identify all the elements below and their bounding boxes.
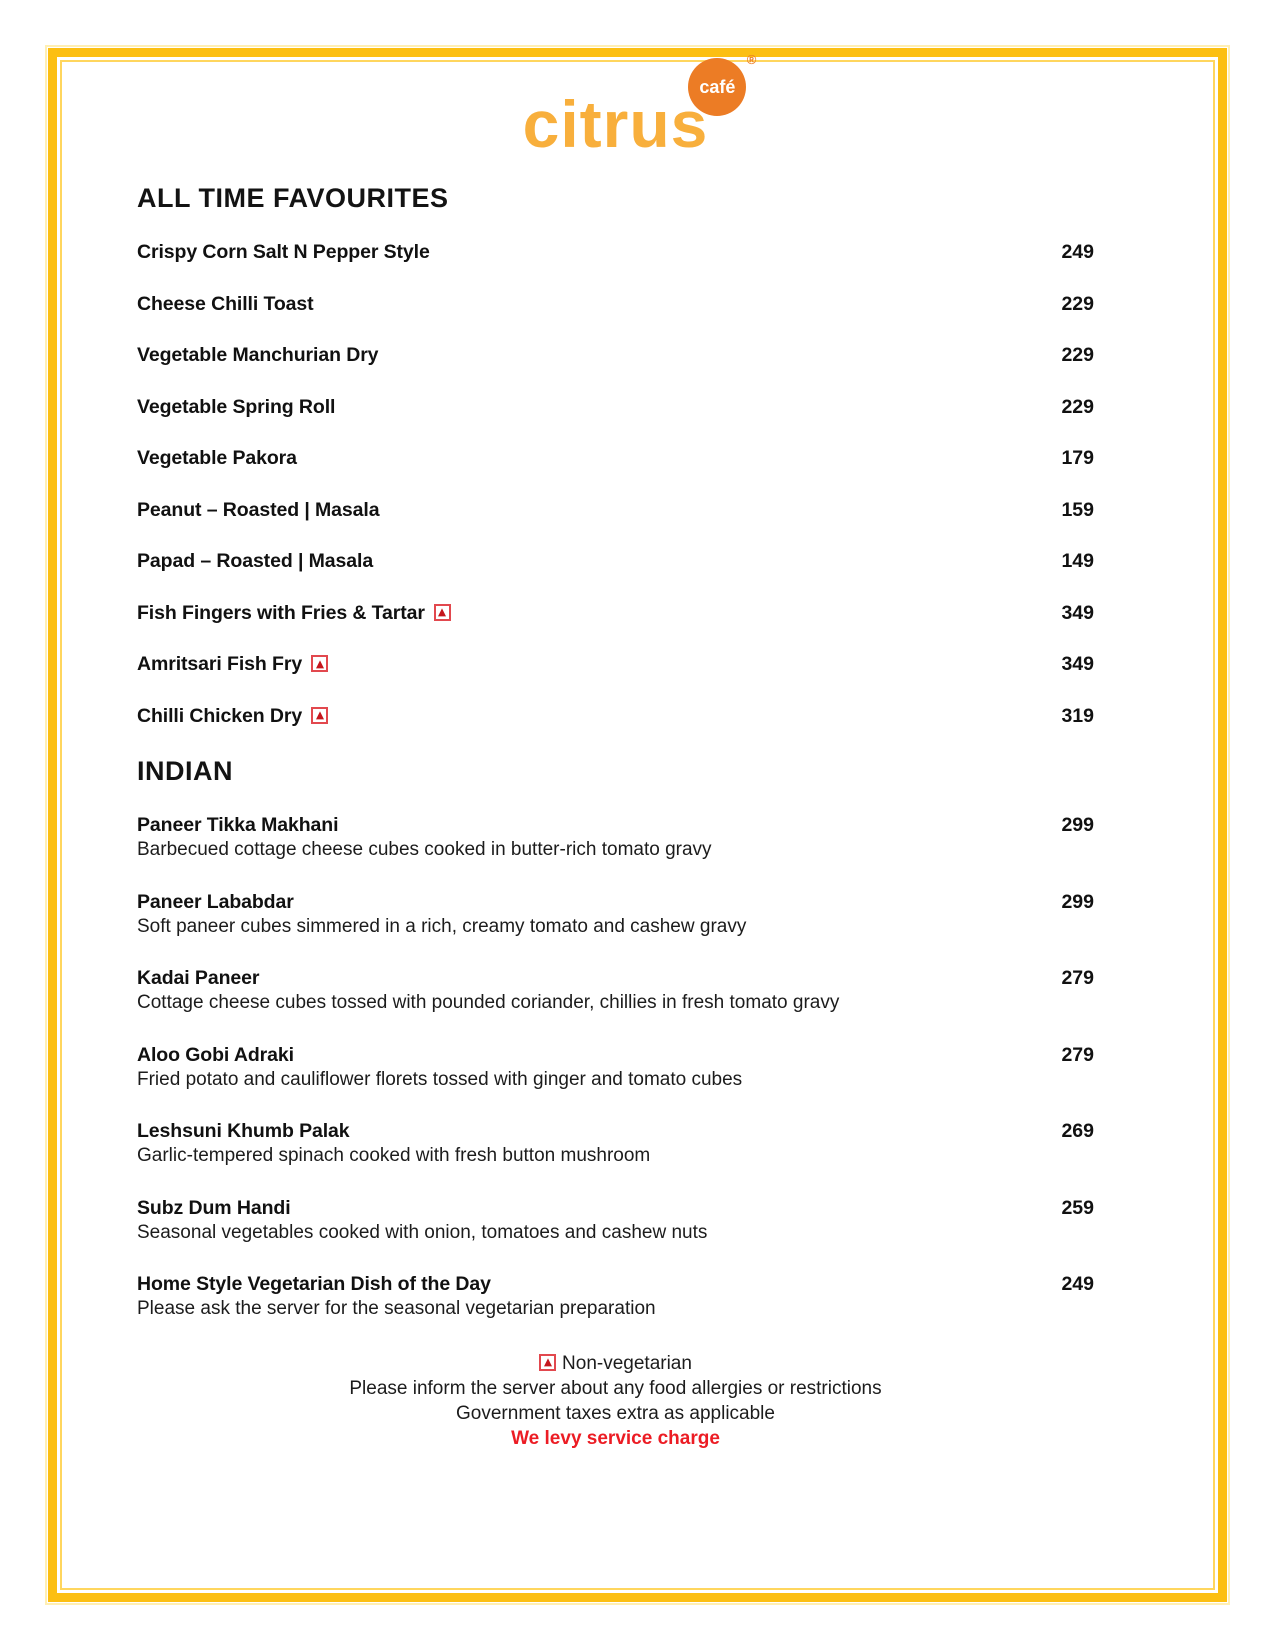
decorative-border-frame <box>48 48 1227 1602</box>
menu-item-row <box>137 1198 1094 1220</box>
menu-section <box>137 757 1094 1322</box>
nonveg-icon <box>311 707 328 724</box>
item-name: Subz Dum Handi <box>137 1196 291 1219</box>
item-price: 149 <box>1061 550 1094 572</box>
menu-item-row <box>137 968 1094 990</box>
item-name-wrap <box>137 345 378 367</box>
item-name: Chilli Chicken Dry <box>137 704 303 727</box>
item-price: 299 <box>1061 890 1094 913</box>
logo-box <box>522 52 757 174</box>
item-name-wrap <box>137 603 451 625</box>
menu-item <box>137 1274 1094 1322</box>
allergy-note: Please inform the server about any food allergies or restrictions <box>349 1377 882 1399</box>
service-charge-note: We levy service charge <box>511 1427 720 1449</box>
item-name: Amritsari Fish Fry <box>137 653 303 675</box>
menu-item-row <box>137 448 1094 470</box>
item-description: Barbecued cottage cheese cubes cooked in butter-rich tomato gravy <box>137 839 712 860</box>
item-name-wrap <box>137 892 294 914</box>
item-name: Leshsuni Khumb Palak <box>137 1120 350 1142</box>
citrus-wordmark: citrus <box>522 87 709 161</box>
item-name-wrap <box>137 397 335 419</box>
menu-content <box>62 52 1213 1588</box>
nonveg-legend-label: Non-vegetarian <box>562 1352 692 1374</box>
item-price: 269 <box>1061 1120 1094 1142</box>
menu-item <box>137 892 1094 940</box>
cafe-badge-label: café <box>699 76 736 97</box>
menu-item <box>137 706 1094 728</box>
menu-item <box>137 551 1094 573</box>
item-name: Papad – Roasted | Masala <box>137 550 374 572</box>
menu-item-row <box>137 892 1094 914</box>
nonveg-legend <box>137 1351 1094 1376</box>
item-name-wrap <box>137 1274 491 1296</box>
item-name-wrap <box>137 242 430 264</box>
menu-item-row <box>137 706 1094 728</box>
menu-item <box>137 603 1094 625</box>
item-description: Seasonal vegetables cooked with onion, tomatoes and cashew nuts <box>137 1221 708 1243</box>
menu-item <box>137 294 1094 316</box>
tax-note: Government taxes extra as applicable <box>456 1402 775 1424</box>
item-name: Paneer Lababdar <box>137 890 294 913</box>
item-name-wrap <box>137 1121 350 1143</box>
menu-item-row <box>137 1121 1094 1143</box>
menu-item <box>137 242 1094 264</box>
item-name-wrap <box>137 1045 294 1067</box>
menu-section <box>137 184 1094 728</box>
item-price: 319 <box>1061 704 1094 727</box>
item-price: 299 <box>1061 814 1094 836</box>
item-description: Garlic-tempered spinach cooked with fresh button mushroom <box>137 1145 651 1166</box>
menu-item-row <box>137 815 1094 837</box>
menu-item <box>137 345 1094 367</box>
nonveg-icon <box>311 655 328 672</box>
citrus-cafe-logo <box>137 52 1094 180</box>
menu-item-row <box>137 294 1094 316</box>
item-name-wrap <box>137 815 338 837</box>
item-price: 179 <box>1061 447 1094 469</box>
section-title: INDIAN <box>137 756 233 786</box>
item-price: 249 <box>1061 241 1094 263</box>
section-title: ALL TIME FAVOURITES <box>137 183 449 213</box>
menu-item-row <box>137 1045 1094 1067</box>
item-name-wrap <box>137 551 373 573</box>
item-description: Fried potato and cauliflower florets tossed with ginger and tomato cubes <box>137 1068 743 1090</box>
menu-item-row <box>137 551 1094 573</box>
registered-trademark-symbol: ® <box>746 52 757 67</box>
item-price: 229 <box>1061 344 1094 366</box>
item-price: 349 <box>1061 653 1094 675</box>
menu-item-row <box>137 345 1094 367</box>
item-description: Please ask the server for the seasonal vegetarian preparation <box>137 1298 656 1319</box>
nonveg-icon <box>434 604 451 621</box>
item-name: Vegetable Pakora <box>137 447 297 469</box>
menu-item <box>137 500 1094 522</box>
item-price: 159 <box>1061 498 1094 521</box>
menu-sections <box>137 184 1094 1322</box>
menu-item <box>137 968 1094 1016</box>
item-name-wrap <box>137 654 328 676</box>
menu-item <box>137 1045 1094 1093</box>
item-name-wrap <box>137 448 297 470</box>
item-name: Kadai Paneer <box>137 967 260 989</box>
item-name: Aloo Gobi Adraki <box>137 1043 294 1066</box>
item-price: 229 <box>1061 395 1094 418</box>
decorative-border-inner-line <box>60 52 1215 1590</box>
item-price: 259 <box>1061 1196 1094 1219</box>
item-name: Cheese Chilli Toast <box>137 292 314 315</box>
item-name: Fish Fingers with Fries & Tartar <box>137 601 425 624</box>
item-name: Crispy Corn Salt N Pepper Style <box>137 241 430 263</box>
menu-item <box>137 1121 1094 1169</box>
nonveg-icon <box>539 1354 556 1371</box>
item-name-wrap <box>137 968 259 990</box>
menu-item-row <box>137 397 1094 419</box>
item-price: 249 <box>1061 1273 1094 1295</box>
menu-item <box>137 397 1094 419</box>
footer-notes <box>137 1351 1094 1451</box>
item-description: Soft paneer cubes simmered in a rich, creamy tomato and cashew gravy <box>137 915 747 937</box>
item-price: 229 <box>1061 292 1094 315</box>
item-description: Cottage cheese cubes tossed with pounded coriander, chillies in fresh tomato gravy <box>137 992 840 1013</box>
item-name: Home Style Vegetarian Dish of the Day <box>137 1273 491 1295</box>
menu-item <box>137 815 1094 863</box>
item-name: Paneer Tikka Makhani <box>137 814 339 836</box>
menu-item-row <box>137 242 1094 264</box>
item-name-wrap <box>137 706 328 728</box>
item-name: Vegetable Spring Roll <box>137 395 336 418</box>
menu-item-row <box>137 1274 1094 1296</box>
item-name: Peanut – Roasted | Masala <box>137 498 380 521</box>
item-name: Vegetable Manchurian Dry <box>137 344 379 366</box>
menu-item <box>137 1198 1094 1246</box>
menu-item-row <box>137 603 1094 625</box>
item-name-wrap <box>137 1198 291 1220</box>
menu-item <box>137 448 1094 470</box>
menu-item <box>137 654 1094 676</box>
item-name-wrap <box>137 500 379 522</box>
menu-item-row <box>137 654 1094 676</box>
item-name-wrap <box>137 294 314 316</box>
menu-item-row <box>137 500 1094 522</box>
item-price: 279 <box>1061 1043 1094 1066</box>
item-price: 349 <box>1061 601 1094 624</box>
item-price: 279 <box>1061 967 1094 989</box>
